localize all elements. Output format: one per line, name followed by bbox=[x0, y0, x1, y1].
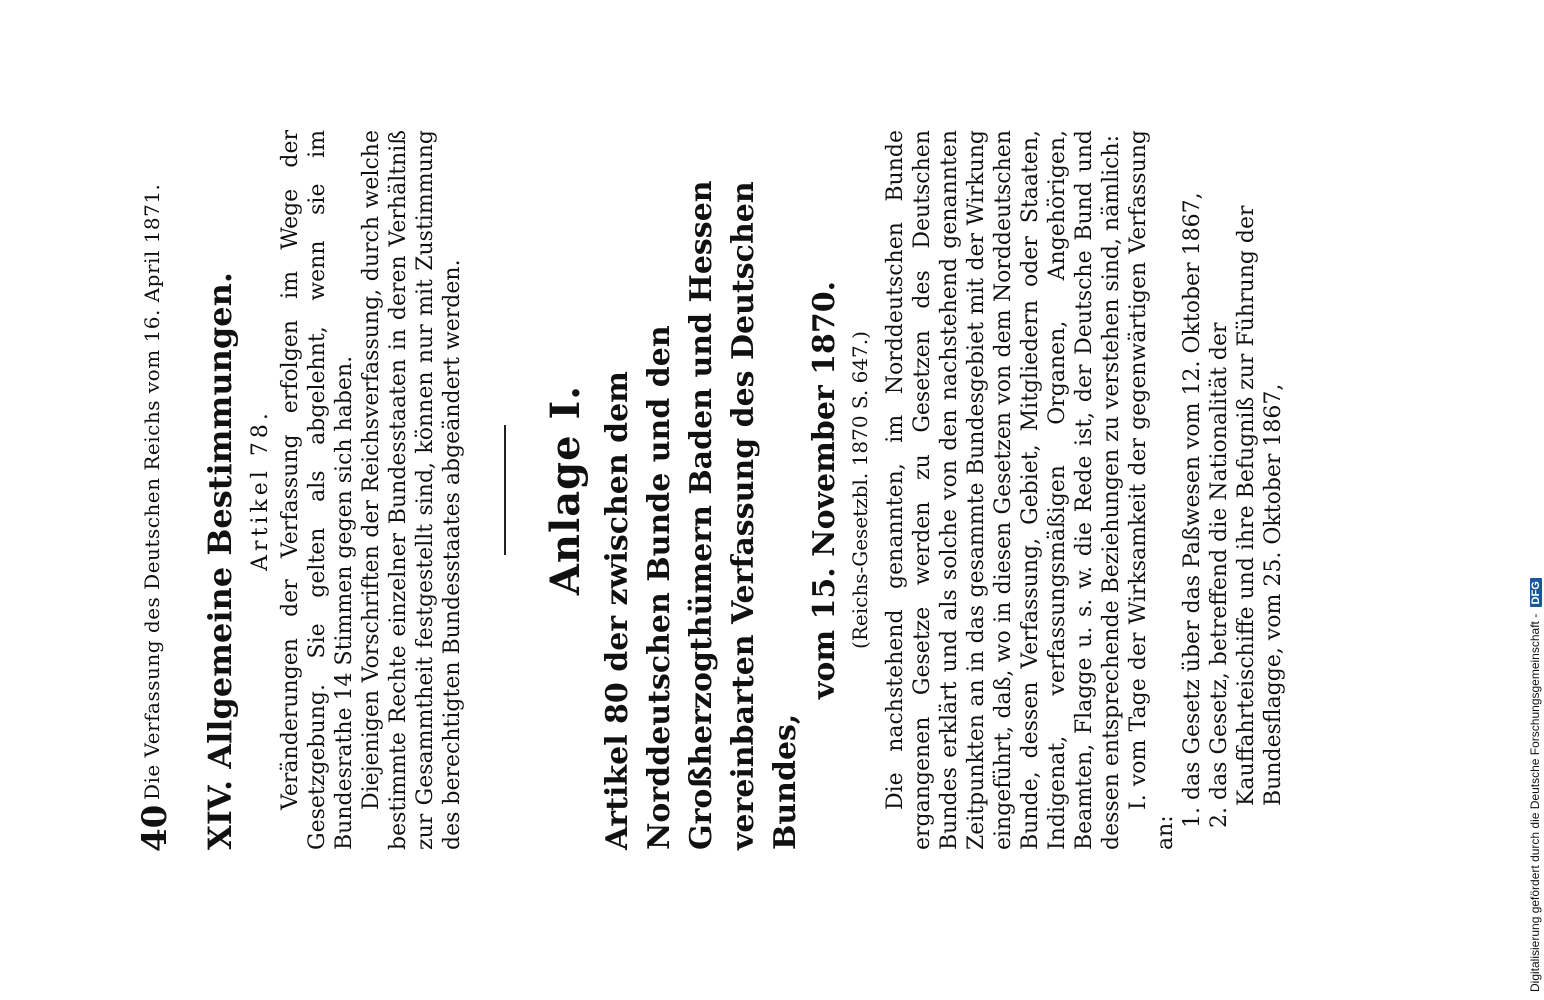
annex-list bbox=[1179, 130, 1287, 850]
section-divider bbox=[504, 425, 506, 555]
annex-subsection: I. vom Tage der Wirksamkeit der gegenwärtigen Verfassung an: bbox=[1126, 130, 1178, 850]
list-item bbox=[1179, 130, 1206, 850]
page-content bbox=[200, 130, 1287, 850]
article-heading: Artikel 78. bbox=[248, 409, 273, 571]
running-head bbox=[140, 184, 164, 800]
section-title: XIV. Allgemeine Bestimmungen. bbox=[201, 271, 239, 850]
paragraph: Veränderungen der Verfassung erfolgen im Wege der Gesetzgebung. Sie gelten als abgelehnt, wenn sie im Bundesrathe 14 Stimmen gegen sich haben. bbox=[278, 130, 357, 850]
list-item-text: 2. das Gesetz, betreffend die Nationalität der Kauffahrteischiffe und ihre Befugniß zur Führung der Bundesflagge, vom 25. Oktober 1867, bbox=[1207, 205, 1286, 828]
annex-body: Die nachstehend genannten, im Norddeutschen Bunde ergangenen Gesetze werden zu Gesetzen des Deutschen Bundes erklärt und als solche von den nachstehend genannten Zeitpunkten an in das gesammte Bundesgebiet mit der Wirkung eingeführt, daß, wo in diesen Gesetzen von dem Norddeutschen Bunde, dessen Verfassung, Gebiet, Mitgliedern oder Staaten, Indigenat, verfassungsmäßigen Organen, Angehörigen, Beamten, Flagge u. s. w. die Rede ist, der Deutsche Bund und dessen entsprechende Beziehungen zu verstehen sind, nämlich: bbox=[883, 130, 1124, 850]
digitization-note bbox=[1528, 32, 1542, 992]
list-item bbox=[1206, 130, 1287, 850]
page-number: 40 bbox=[135, 804, 175, 852]
annex-citation: (Reichs-Gesetzbl. 1870 S. 647.) bbox=[848, 331, 872, 649]
dfg-logo: DFG bbox=[1530, 578, 1542, 607]
running-head-text: Die Verfassung des Deutschen Reichs vom 16. April 1871. bbox=[140, 183, 164, 800]
annex-heading: Artikel 80 der zwischen dem Norddeutschen Bunde und den Großherzogthümern Baden und Hessen vereinbarten Verfassung des Deutschen Bundes, bbox=[600, 180, 803, 850]
annex-title: Anlage I. bbox=[542, 384, 589, 596]
digitization-note-text: Digitalisierung gefördert durch die Deutsche Forschungsgemeinschaft - bbox=[1528, 613, 1542, 992]
paragraph: Diejenigen Vorschriften der Reichsverfassung, durch welche bestimmte Rechte einzelner Bundesstaaten in deren Verhältniß zur Gesammtheit festgestellt sind, können nur mit Zustimmung des berechtigten Bundesstaates abgeändert werden. bbox=[359, 130, 465, 850]
list-item-text: 1. das Gesetz über das Paßwesen vom 12. Oktober 1867, bbox=[1180, 192, 1205, 828]
annex-date: vom 15. November 1870. bbox=[807, 280, 842, 700]
